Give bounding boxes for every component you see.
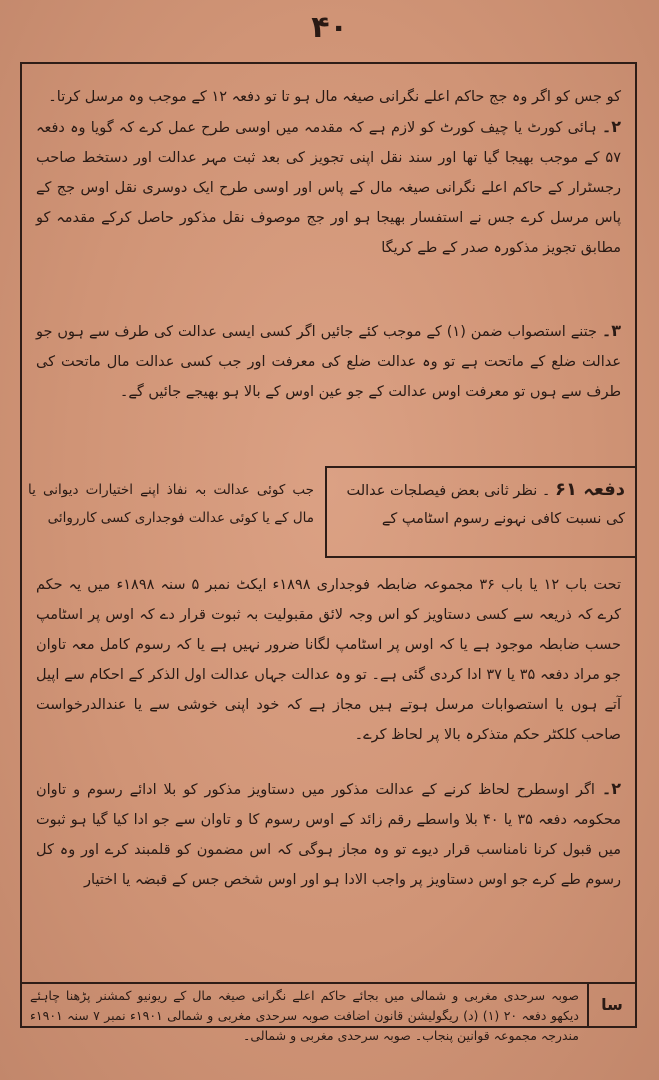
- paragraph-intro: کو جس کو اگر وہ جج حاکم اعلے نگرانی صیغہ مال ہو تا تو دفعہ ۱۲ کے موجب وہ مرسل کرتا۔: [48, 89, 621, 105]
- section-61-label: دفعہ ۶۱: [555, 479, 625, 500]
- text-frame: [20, 62, 637, 1043]
- page-number: ۴۰: [311, 10, 348, 45]
- clause-3-number: ۳۔: [601, 321, 621, 340]
- footnote: [22, 984, 635, 1043]
- section-61-title-box: [325, 466, 635, 558]
- section-61-body: تحت باب ۱۲ یا باب ۳۶ مجموعہ ضابطہ فوجداری ۱۸۹۸ء ایکٹ نمبر ۵ سنہ ۱۸۹۸ء میں یہ حکم کرے کہ ذریعہ سے کسی دستاویز کو اس وجہ لائق مقبولیت بہ ثبوت قرار دے کہ اوس پر اسٹامپ حسب ضابطہ موجود ہے یا کہ اوس پر اسٹامپ لگانا ضرور نہیں ہے یا کہ رسوم کامل معہ تاوان جو مراد دفعہ ۳۵ یا ۳۷ ادا کردی گئی ہے۔ تو وہ عدالت جہاں عدالت اول الذکر کے احکام سے اپیل آتے ہوں یا استصوابات مرسل ہوتے ہیں مجاز ہے کہ خود اپنی خوشی سے یا عندالدرخواست صاحب کلکٹر حکم متذکرہ بالا پر لحاظ کرے۔: [36, 577, 621, 743]
- section-61-side-text: جب کوئی عدالت بہ نفاذ اپنے اختیارات دیوانی یا مال کے یا کوئی عدالت فوجداری کسی کارروائی: [28, 482, 314, 526]
- section-61-clause-2-text: اگر اوسطرح لحاظ کرنے کے عدالت مذکور میں دستاویز مذکور کو بلا ادائے رسوم و تاوان محکومہ دفعہ ۳۵ یا ۴۰ بلا واسطے رقم زائد کے اوس رسوم کا و تاوان سے جو ادا کیا گیا ہو ثبوت میں قبول کرنا نامناسب قرار دیوے تو وہ مجاز ہوگی کہ اس مضمون کو قلمبند کرے اور وہ کل رسوم طے کرے جو اوس دستاویز پر واجب الادا ہو اور اوس شخص جس کے قبضہ یا اختیار: [36, 782, 621, 888]
- clause-2-text: ہائی کورٹ یا چیف کورٹ کو لازم ہے کہ مقدمہ میں اوسی طرح عمل کرے کہ گویا وہ دفعہ ۵۷ کے موجب بھیجا گیا تھا اور سند نقل اپنی تجویز کی بعد ثبت مہر عدالت اور دستخط صاحب رجسٹرار کے حاکم اعلے نگرانی صیغہ مال کے پاس اور اوسی طرح ایک دوسری نقل اوس جج کے پاس مرسل کرے جس نے استفسار بھیجا ہو اور جج موصوف نقل مذکور حاصل کرکے مقدمہ کو مطابق تجویز مذکورہ صدر کے طے کریگا: [36, 120, 621, 256]
- clause-3: [22, 316, 635, 407]
- section-60-continued: [22, 82, 635, 263]
- clause-3-text: جتنے استصواب ضمن (۱) کے موجب کئے جائیں اگر کسی ایسی عدالت کی طرف سے ہوں جو عدالت ضلع کے ماتحت ہے تو وہ عدالت ضلع کی معرفت اور جب کسی عدالت مال ماتحت کی طرف سے ہوں تو معرفت اوس عدالت کے جو عین اوس کے بالا ہو بھیجے جائیں گے۔: [36, 324, 621, 400]
- section-61-heading-row: [22, 454, 635, 569]
- clause-2: [36, 112, 621, 263]
- clause-2-number: ۲۔: [601, 117, 621, 136]
- section-61-clause-2: [22, 774, 635, 895]
- section-61-title: ۔ نظر ثانی بعض فیصلجات عدالت کی نسبت کافی نہونے رسوم اسٹامپ کے: [346, 483, 625, 527]
- footnote-text: صوبہ سرحدی مغربی و شمالی میں بجائے حاکم اعلے نگرانی صیغہ مال کے ریونیو کمشنر پڑھنا چاہئے دیکھو دفعہ ۲۰ (۱) (د) ریگولیشن قانون اضافت صوبہ سرحدی مغربی و شمالی ۱۹۰۱ء نمبر ۷ سنہ ۱۹۰۱ء مندرجہ مجموعہ قوانین پنجاب۔ صوبہ سرحدی مغربی و شمالی۔: [30, 988, 579, 1043]
- section-61-clause-2-number: ۲۔: [601, 779, 621, 798]
- footnote-number: سا: [587, 984, 635, 1026]
